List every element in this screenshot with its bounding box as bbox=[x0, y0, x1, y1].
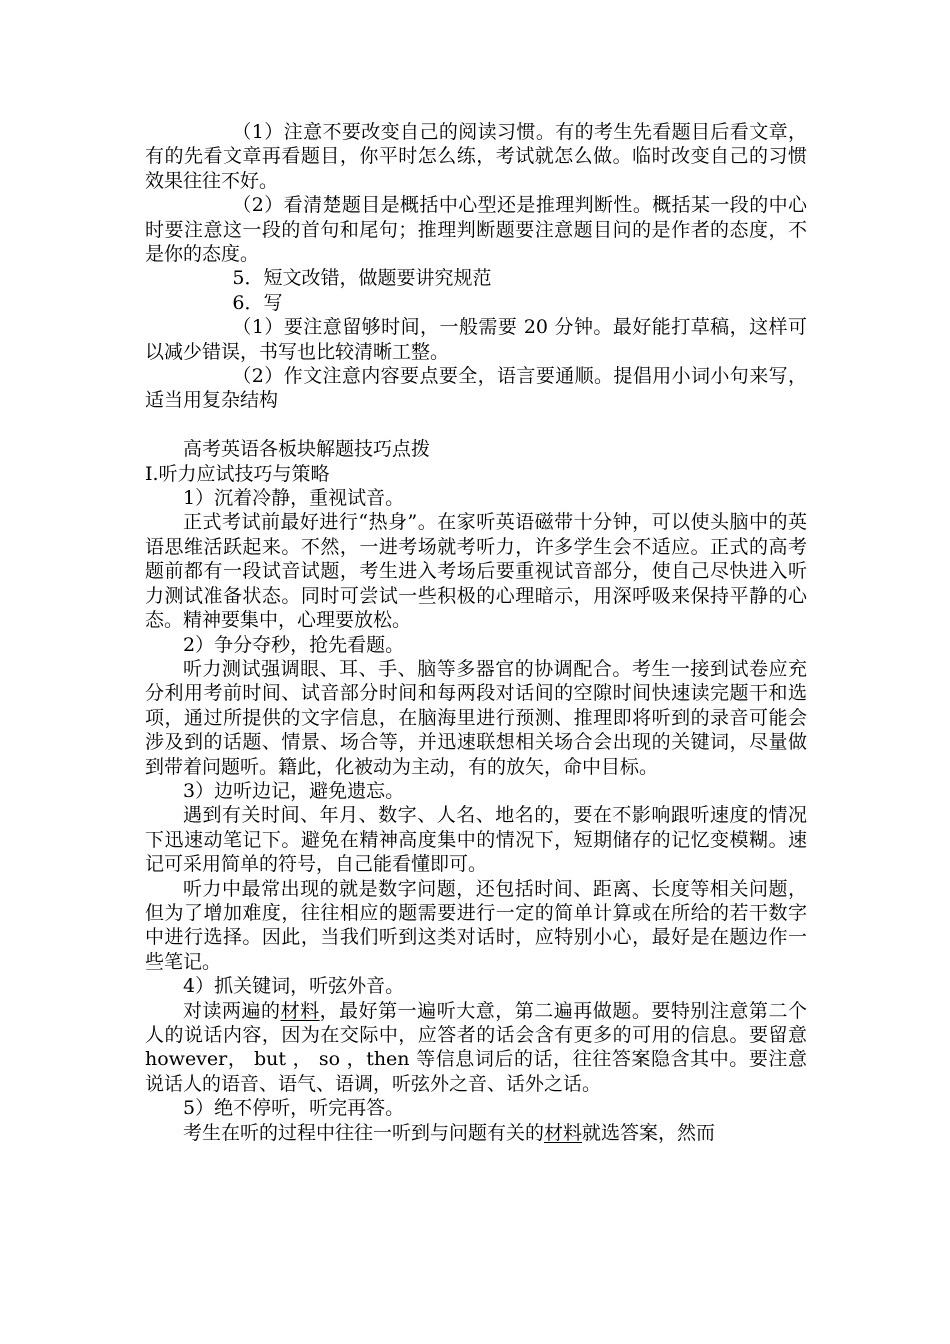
tip-2-body: 听力测试强调眼、耳、手、脑等多器官的协调配合。考生一接到试卷应充分利用考前时间、试音部分时间和每两段对话间的空隙时间快速读完题干和选项，通过所提供的文字信息，在脑海里进行预测、推理即将听到的录音可能会涉及到的话题、情景、场合等，并迅速联想相关场合会出现的关键词，尽量做到带着问题听。籍此，化被动为主动，有的放矢，命中目标。 bbox=[145, 657, 807, 778]
paragraph-reading-habit: （1）注意不要改变自己的阅读习惯。有的考生先看题目后看文章，有的先看文章再看题目，你平时怎么练，考试就怎么做。临时改变自己的习惯效果往往不好。 bbox=[145, 121, 807, 192]
paragraph-writing-content: （2）作文注意内容要点要全，语言要通顺。提倡用小词小句来写，适当用复杂结构 bbox=[145, 365, 807, 412]
tip-5-body-rest: 就选答案，然而 bbox=[582, 1121, 716, 1144]
tip-3-body-1: 遇到有关时间、年月、数字、人名、地名的，要在不影响跟听速度的情况下迅速动笔记下。避免在精神高度集中的情况下，短期储存的记忆变模糊。速记可采用简单的符号，自己能看懂即可。 bbox=[145, 804, 807, 876]
tip-2-title: 2）争分夺秒，抢先看题。 bbox=[183, 633, 405, 656]
tip-1-body: 正式考试前最好进行“热身”。在家听英语磁带十分钟，可以使头脑中的英语思维活跃起来。不然，一进考场就考听力，许多学生会不适应。正式的高考题前都有一段试音试题，考生进入考场后要重视试音部分，使自己尽快进入听力测试准备状态。同时可尝试一些积极的心理暗示，用深呼吸来保持平静的心态。精神要集中，心理要放松。 bbox=[145, 511, 807, 632]
tip-3-body-2: 听力中最常出现的就是数字问题，还包括时间、距离、长度等相关问题，但为了增加难度，往往相应的题需要进行一定的简单计算或在所给的若干数字中进行选择。因此，当我们听到这类对话时，应特别小心，最好是在题边作一些笔记。 bbox=[145, 877, 807, 973]
material-link-2[interactable]: 材料 bbox=[544, 1121, 583, 1144]
document-page bbox=[145, 120, 807, 1145]
tip-5-title: 5）绝不停听，听完再答。 bbox=[183, 1097, 405, 1120]
tip-4-body-start: 对读两遍的 bbox=[183, 999, 281, 1022]
blank-line bbox=[145, 413, 807, 437]
paragraph-question-type: （2）看清楚题目是概括中心型还是推理判断性。概括某一段的中心时要注意这一段的首句和尾句；推理判断题要注意题目问的是作者的态度，不是你的态度。 bbox=[145, 194, 807, 266]
tip-4-body bbox=[145, 999, 807, 1097]
tip-4-title: 4）抓关键词，听弦外音。 bbox=[183, 975, 405, 998]
tip-3-title: 3）边听边记，避免遗忘。 bbox=[183, 779, 405, 802]
tip-4-body-rest: ，最好第一遍听大意，第二遍再做题。要特别注意第二个人的说话内容，因为在交际中，应答者的话会含有更多的可用的信息。要留意 however， but ， so ，then 等信息词后的话，往往答案隐含其中。要注意说话人的语音、语气、语调，听弦外之音、话外之话。 bbox=[145, 999, 807, 1095]
tip-1-title: 1）沉着冷静，重视试音。 bbox=[183, 487, 405, 510]
tip-5-body bbox=[145, 1121, 807, 1145]
paragraph-writing-time: （1）要注意留够时间，一般需要 20 分钟。最好能打草稿，这样可以减少错误，书写也比较清晰工整。 bbox=[145, 316, 807, 363]
material-link[interactable]: 材料 bbox=[280, 999, 320, 1022]
paragraph-writing: 6．写 bbox=[232, 291, 283, 314]
section-heading: 高考英语各板块解题技巧点拨 bbox=[183, 438, 431, 461]
listening-section-title: I.听力应试技巧与策略 bbox=[145, 462, 330, 485]
tip-5-body-start: 考生在听的过程中往往一听到与问题有关的 bbox=[183, 1121, 545, 1144]
paragraph-error-correction: 5．短文改错，做题要讲究规范 bbox=[232, 267, 492, 290]
